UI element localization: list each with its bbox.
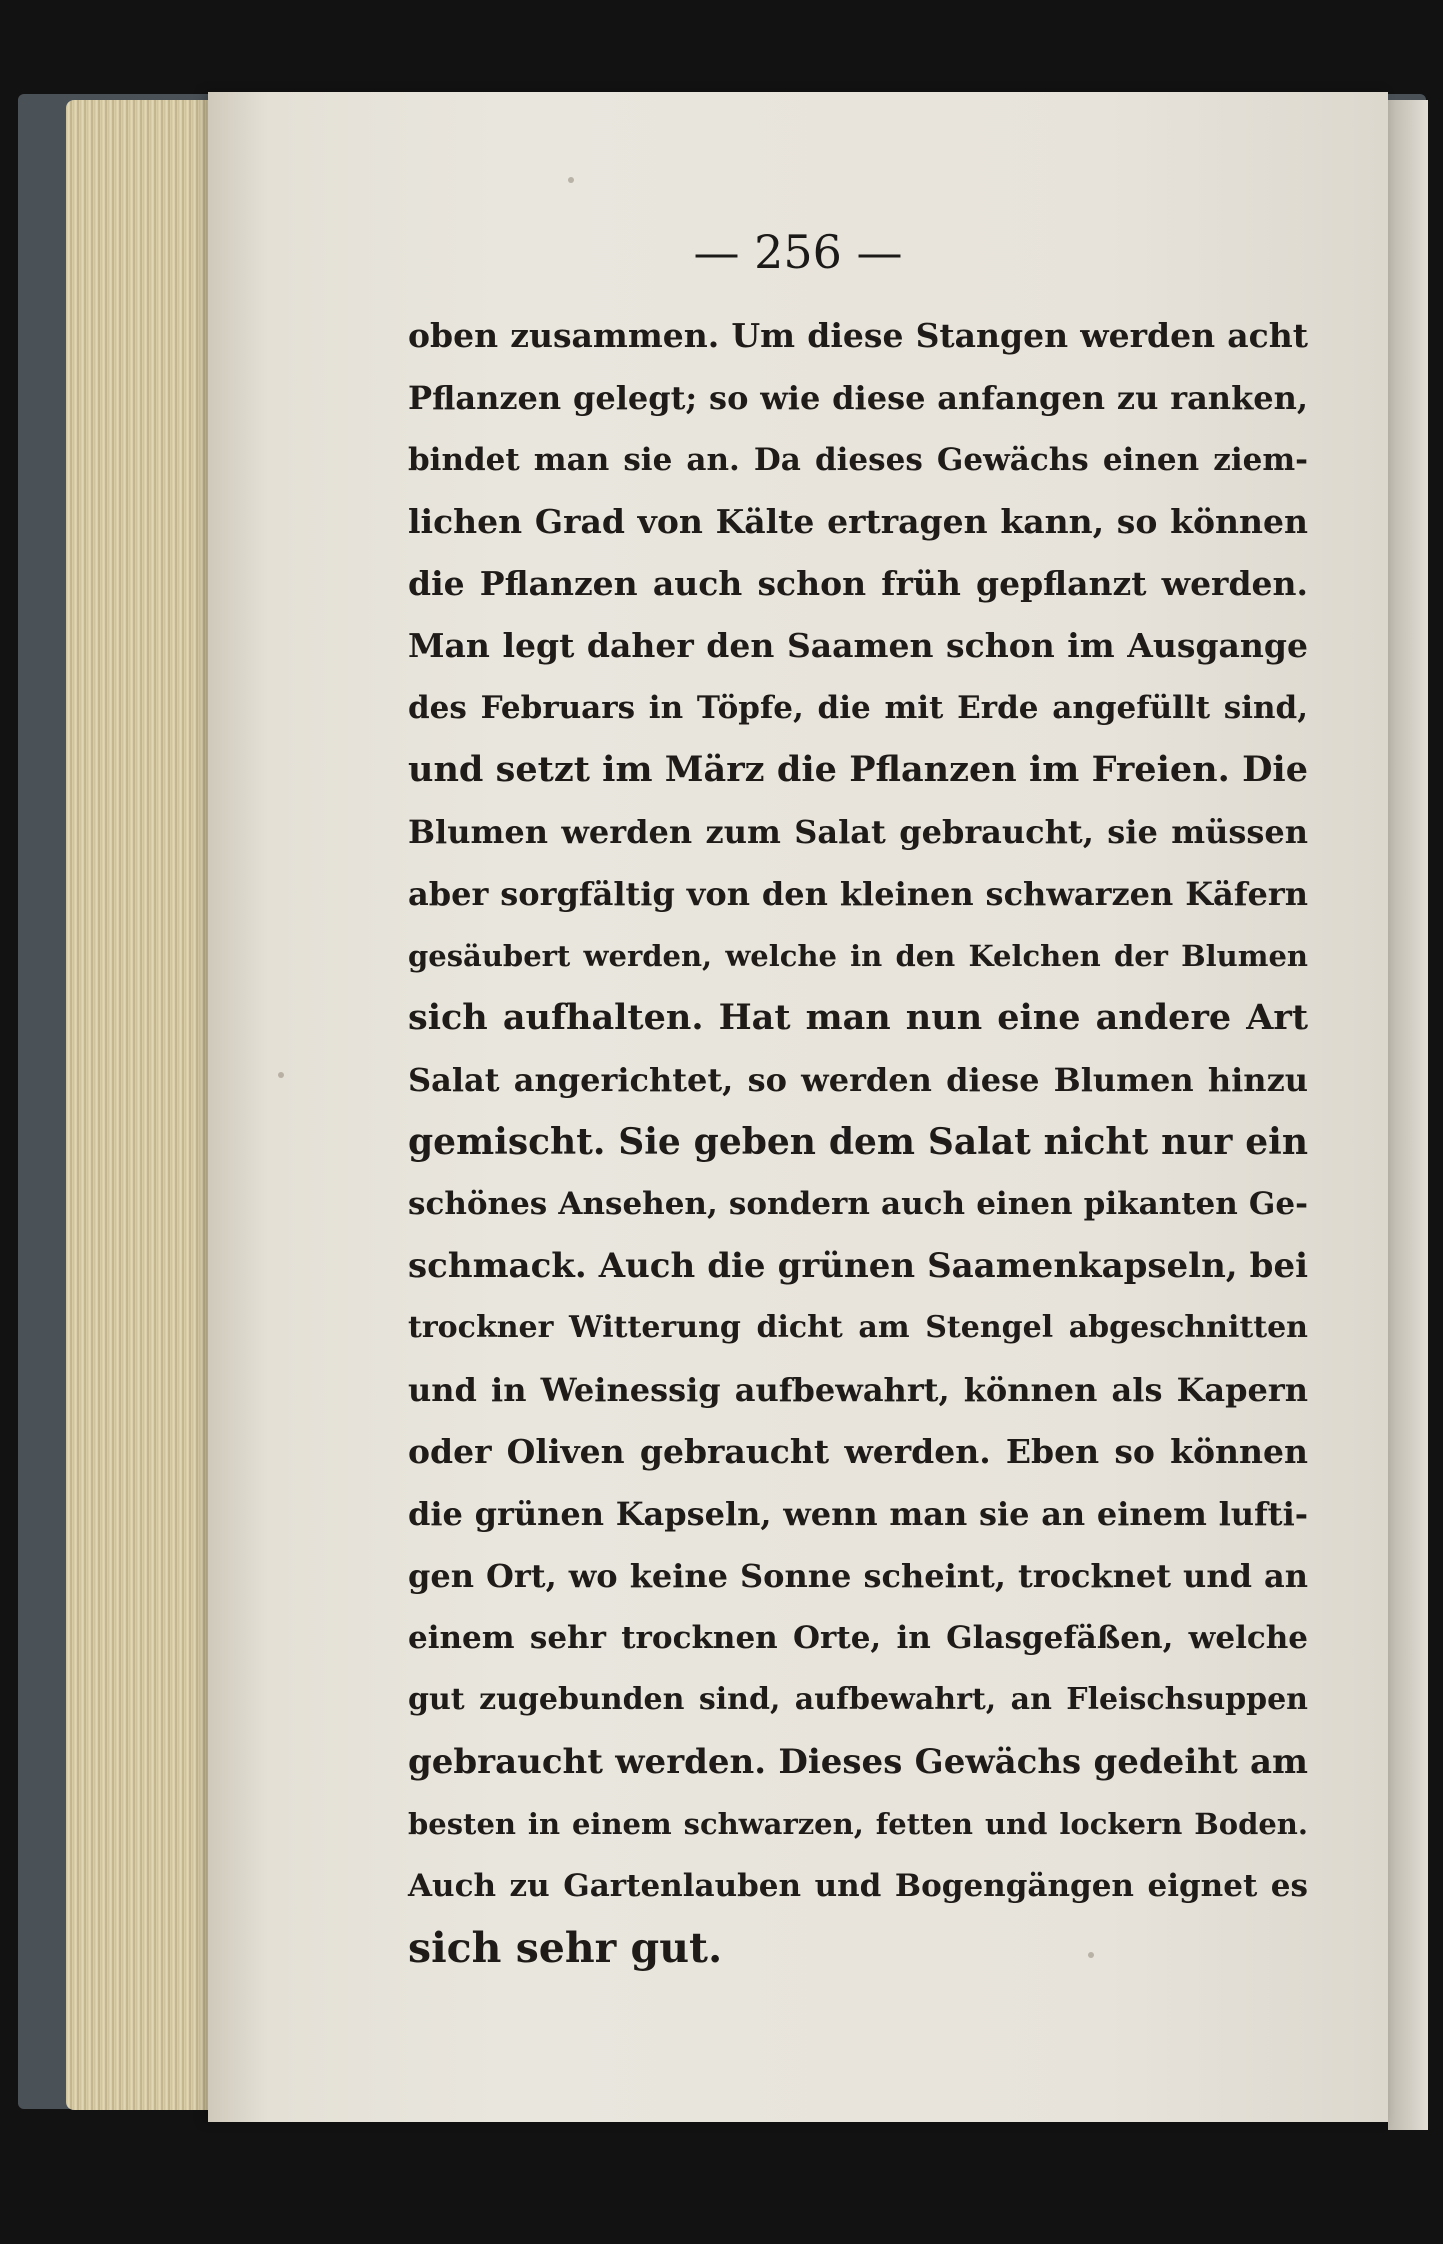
text-line: gen Ort, wo keine Sonne scheint, trocknet und an: [408, 1557, 1308, 1595]
text-line: Man legt daher den Saamen schon im Ausgange: [408, 626, 1308, 665]
text-line: gemischt. Sie geben dem Salat nicht nur ein: [408, 1121, 1308, 1163]
text-line: gut zugebunden sind, aufbewahrt, an Fleischsuppen: [408, 1682, 1308, 1717]
text-line: Blumen werden zum Salat gebraucht, sie müssen: [408, 813, 1308, 851]
text-line: oder Oliven gebraucht werden. Eben so können: [408, 1432, 1308, 1471]
text-line: aber sorgfältig von den kleinen schwarzen Käfern: [408, 875, 1308, 913]
facing-page-edge: [1388, 100, 1428, 2130]
text-line: besten in einem schwarzen, fetten und lockern Boden.: [408, 1807, 1308, 1841]
page-edges: [66, 100, 226, 2110]
text-line: einem sehr trocknen Orte, in Glasgefäßen, welche: [408, 1620, 1308, 1656]
text-line: sich aufhalten. Hat man nun eine andere Art: [408, 997, 1308, 1038]
text-line: gebraucht werden. Dieses Gewächs gedeiht am: [408, 1742, 1308, 1782]
text-line: Salat angerichtet, so werden diese Blumen hinzu: [408, 1061, 1308, 1099]
text-line: Auch zu Gartenlauben und Bogengängen eignet es: [408, 1868, 1308, 1904]
text-line: schönes Ansehen, sondern auch einen pikanten Ge-: [408, 1186, 1308, 1222]
text-line: bindet man sie an. Da dieses Gewächs einen ziem-: [408, 442, 1308, 478]
text-line: sich sehr gut.: [408, 1924, 723, 1972]
text-line: Pflanzen gelegt; so wie diese anfangen zu ranken,: [408, 379, 1308, 417]
text-line: des Februars in Töpfe, die mit Erde angefüllt sind,: [408, 690, 1308, 726]
text-line: und setzt im März die Pflanzen im Freien. Die: [408, 749, 1308, 790]
text-line: lichen Grad von Kälte ertragen kann, so können: [408, 502, 1308, 541]
page-body-text: [408, 305, 1308, 1979]
text-line: und in Weinessig aufbewahrt, können als Kapern: [408, 1371, 1308, 1409]
page-number: — 256 —: [693, 225, 903, 279]
text-line: gesäubert werden, welche in den Kelchen der Blumen: [408, 939, 1308, 973]
text-line: die Pflanzen auch schon früh gepflanzt werden.: [408, 564, 1308, 603]
text-line: oben zusammen. Um diese Stangen werden acht: [408, 316, 1308, 355]
text-line: trockner Witterung dicht am Stengel abgeschnitten: [408, 1310, 1308, 1345]
text-line: schmack. Auch die grünen Saamenkapseln, bei: [408, 1246, 1308, 1286]
text-line: die grünen Kapseln, wenn man sie an einem lufti-: [408, 1495, 1308, 1533]
